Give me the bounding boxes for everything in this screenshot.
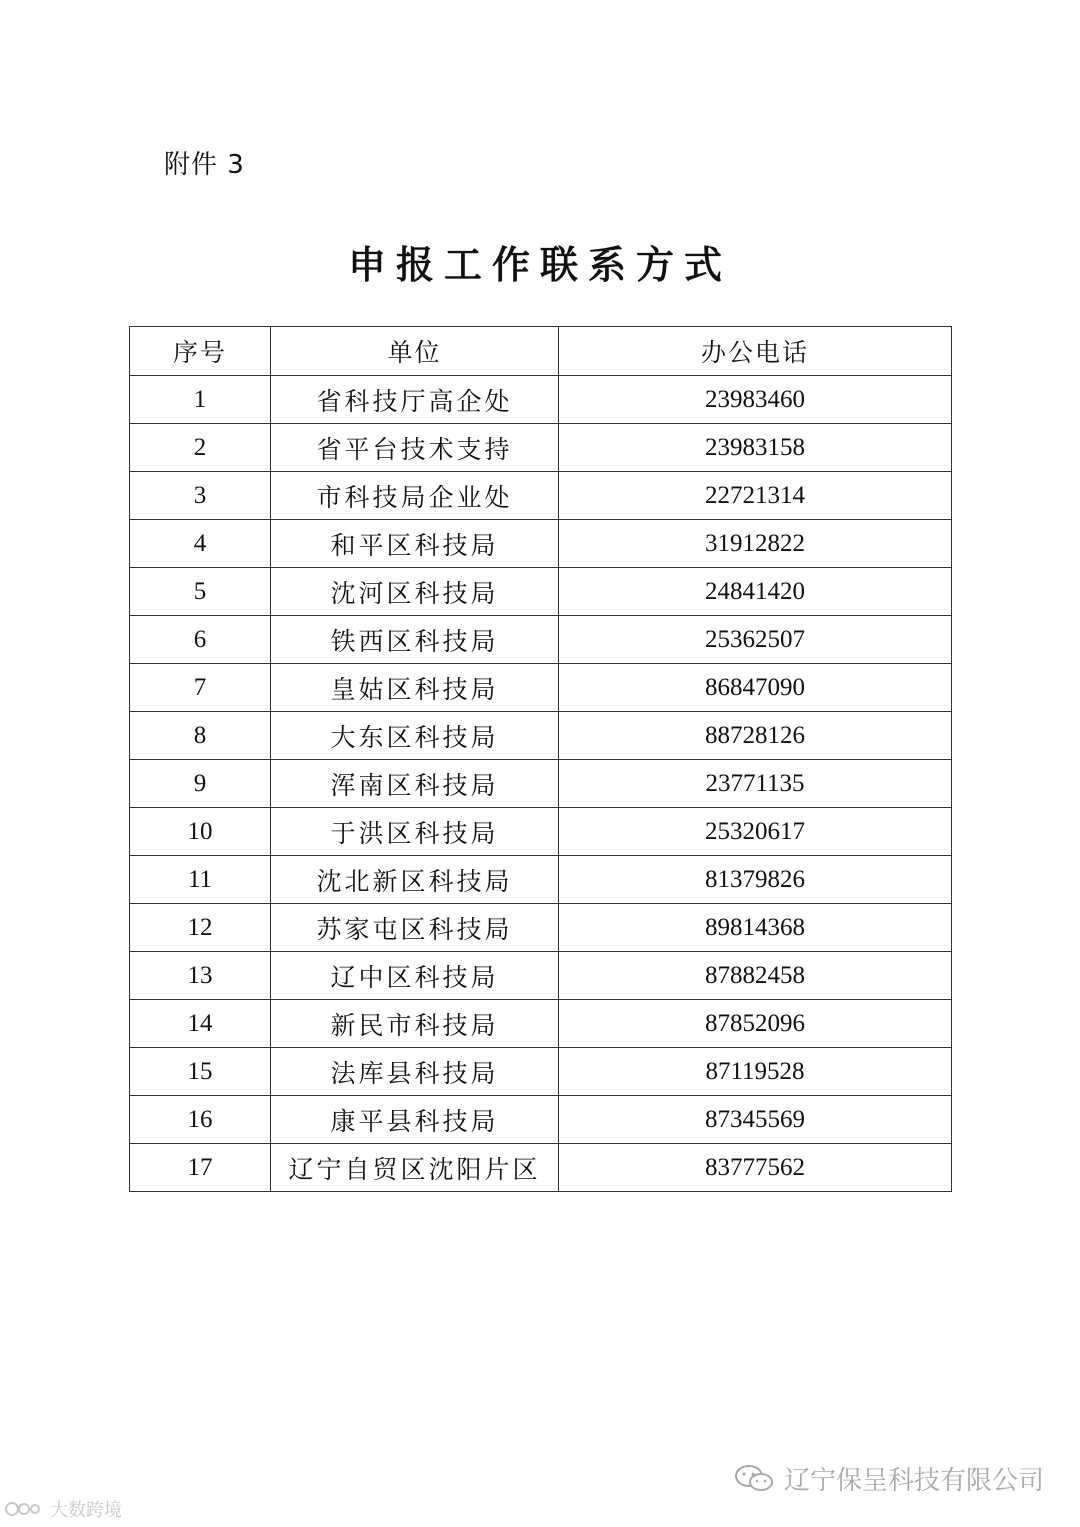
table-row (130, 664, 952, 712)
watermark-right (734, 1460, 1044, 1497)
row-number-cell: 8 (130, 712, 271, 760)
row-phone-cell: 25362507 (559, 616, 952, 664)
wechat-icon (734, 1464, 774, 1494)
row-phone-cell: 87345569 (559, 1096, 952, 1144)
table-row (130, 520, 952, 568)
watermark-left-text: 大数跨境 (50, 1500, 122, 1521)
row-unit-cell: 省平台技术支持 (271, 424, 559, 472)
row-unit-cell: 和平区科技局 (271, 520, 559, 568)
row-unit-cell: 浑南区科技局 (271, 760, 559, 808)
row-phone-cell: 23771135 (559, 760, 952, 808)
row-unit-cell: 辽宁自贸区沈阳片区 (271, 1144, 559, 1192)
row-unit-cell: 法库县科技局 (271, 1048, 559, 1096)
row-phone-cell: 81379826 (559, 856, 952, 904)
row-unit-cell: 苏家屯区科技局 (271, 904, 559, 952)
row-unit-cell: 省科技厅高企处 (271, 376, 559, 424)
row-number-cell: 7 (130, 664, 271, 712)
row-phone-cell: 31912822 (559, 520, 952, 568)
row-number-cell: 13 (130, 952, 271, 1000)
page-title: 申报工作联系方式 (347, 242, 732, 287)
row-number-cell: 1 (130, 376, 271, 424)
attachment-label: 附件 3 (164, 150, 245, 180)
contact-table (129, 326, 952, 1192)
row-number-cell: 6 (130, 616, 271, 664)
table-row (130, 1144, 952, 1192)
row-unit-cell: 沈北新区科技局 (271, 856, 559, 904)
table-row (130, 1048, 952, 1096)
row-number-cell: 4 (130, 520, 271, 568)
row-phone-cell: 23983158 (559, 424, 952, 472)
row-number-cell: 9 (130, 760, 271, 808)
table-row (130, 472, 952, 520)
table-row (130, 1096, 952, 1144)
row-number-cell: 2 (130, 424, 271, 472)
row-number-cell: 11 (130, 856, 271, 904)
row-phone-cell: 24841420 (559, 568, 952, 616)
row-number-cell: 10 (130, 808, 271, 856)
row-unit-cell: 市科技局企业处 (271, 472, 559, 520)
row-number-cell: 15 (130, 1048, 271, 1096)
watermark-right-text: 辽宁保呈科技有限公司 (783, 1466, 1044, 1496)
row-phone-cell: 25320617 (559, 808, 952, 856)
column-header-number: 序号 (130, 327, 271, 376)
row-unit-cell: 康平县科技局 (271, 1096, 559, 1144)
row-phone-cell: 23983460 (559, 376, 952, 424)
row-phone-cell: 87882458 (559, 952, 952, 1000)
table-row (130, 952, 952, 1000)
row-number-cell: 3 (130, 472, 271, 520)
table-row (130, 856, 952, 904)
row-unit-cell: 新民市科技局 (271, 1000, 559, 1048)
table-row (130, 712, 952, 760)
row-phone-cell: 22721314 (559, 472, 952, 520)
row-number-cell: 5 (130, 568, 271, 616)
row-unit-cell: 大东区科技局 (271, 712, 559, 760)
row-unit-cell: 铁西区科技局 (271, 616, 559, 664)
column-header-unit: 单位 (271, 327, 559, 376)
table-row (130, 568, 952, 616)
table-row (130, 376, 952, 424)
row-unit-cell: 沈河区科技局 (271, 568, 559, 616)
table-header-row (130, 327, 952, 376)
row-unit-cell: 于洪区科技局 (271, 808, 559, 856)
row-number-cell: 17 (130, 1144, 271, 1192)
table-row (130, 424, 952, 472)
row-phone-cell: 86847090 (559, 664, 952, 712)
table-row (130, 904, 952, 952)
watermark-left (4, 1496, 122, 1522)
bubble-logo-icon (4, 1500, 44, 1518)
table-row (130, 1000, 952, 1048)
row-phone-cell: 89814368 (559, 904, 952, 952)
row-unit-cell: 皇姑区科技局 (271, 664, 559, 712)
table-row (130, 808, 952, 856)
row-phone-cell: 83777562 (559, 1144, 952, 1192)
row-phone-cell: 88728126 (559, 712, 952, 760)
row-unit-cell: 辽中区科技局 (271, 952, 559, 1000)
row-number-cell: 14 (130, 1000, 271, 1048)
row-phone-cell: 87119528 (559, 1048, 952, 1096)
row-number-cell: 16 (130, 1096, 271, 1144)
row-phone-cell: 87852096 (559, 1000, 952, 1048)
column-header-phone: 办公电话 (559, 327, 952, 376)
table-row (130, 616, 952, 664)
row-number-cell: 12 (130, 904, 271, 952)
table-row (130, 760, 952, 808)
